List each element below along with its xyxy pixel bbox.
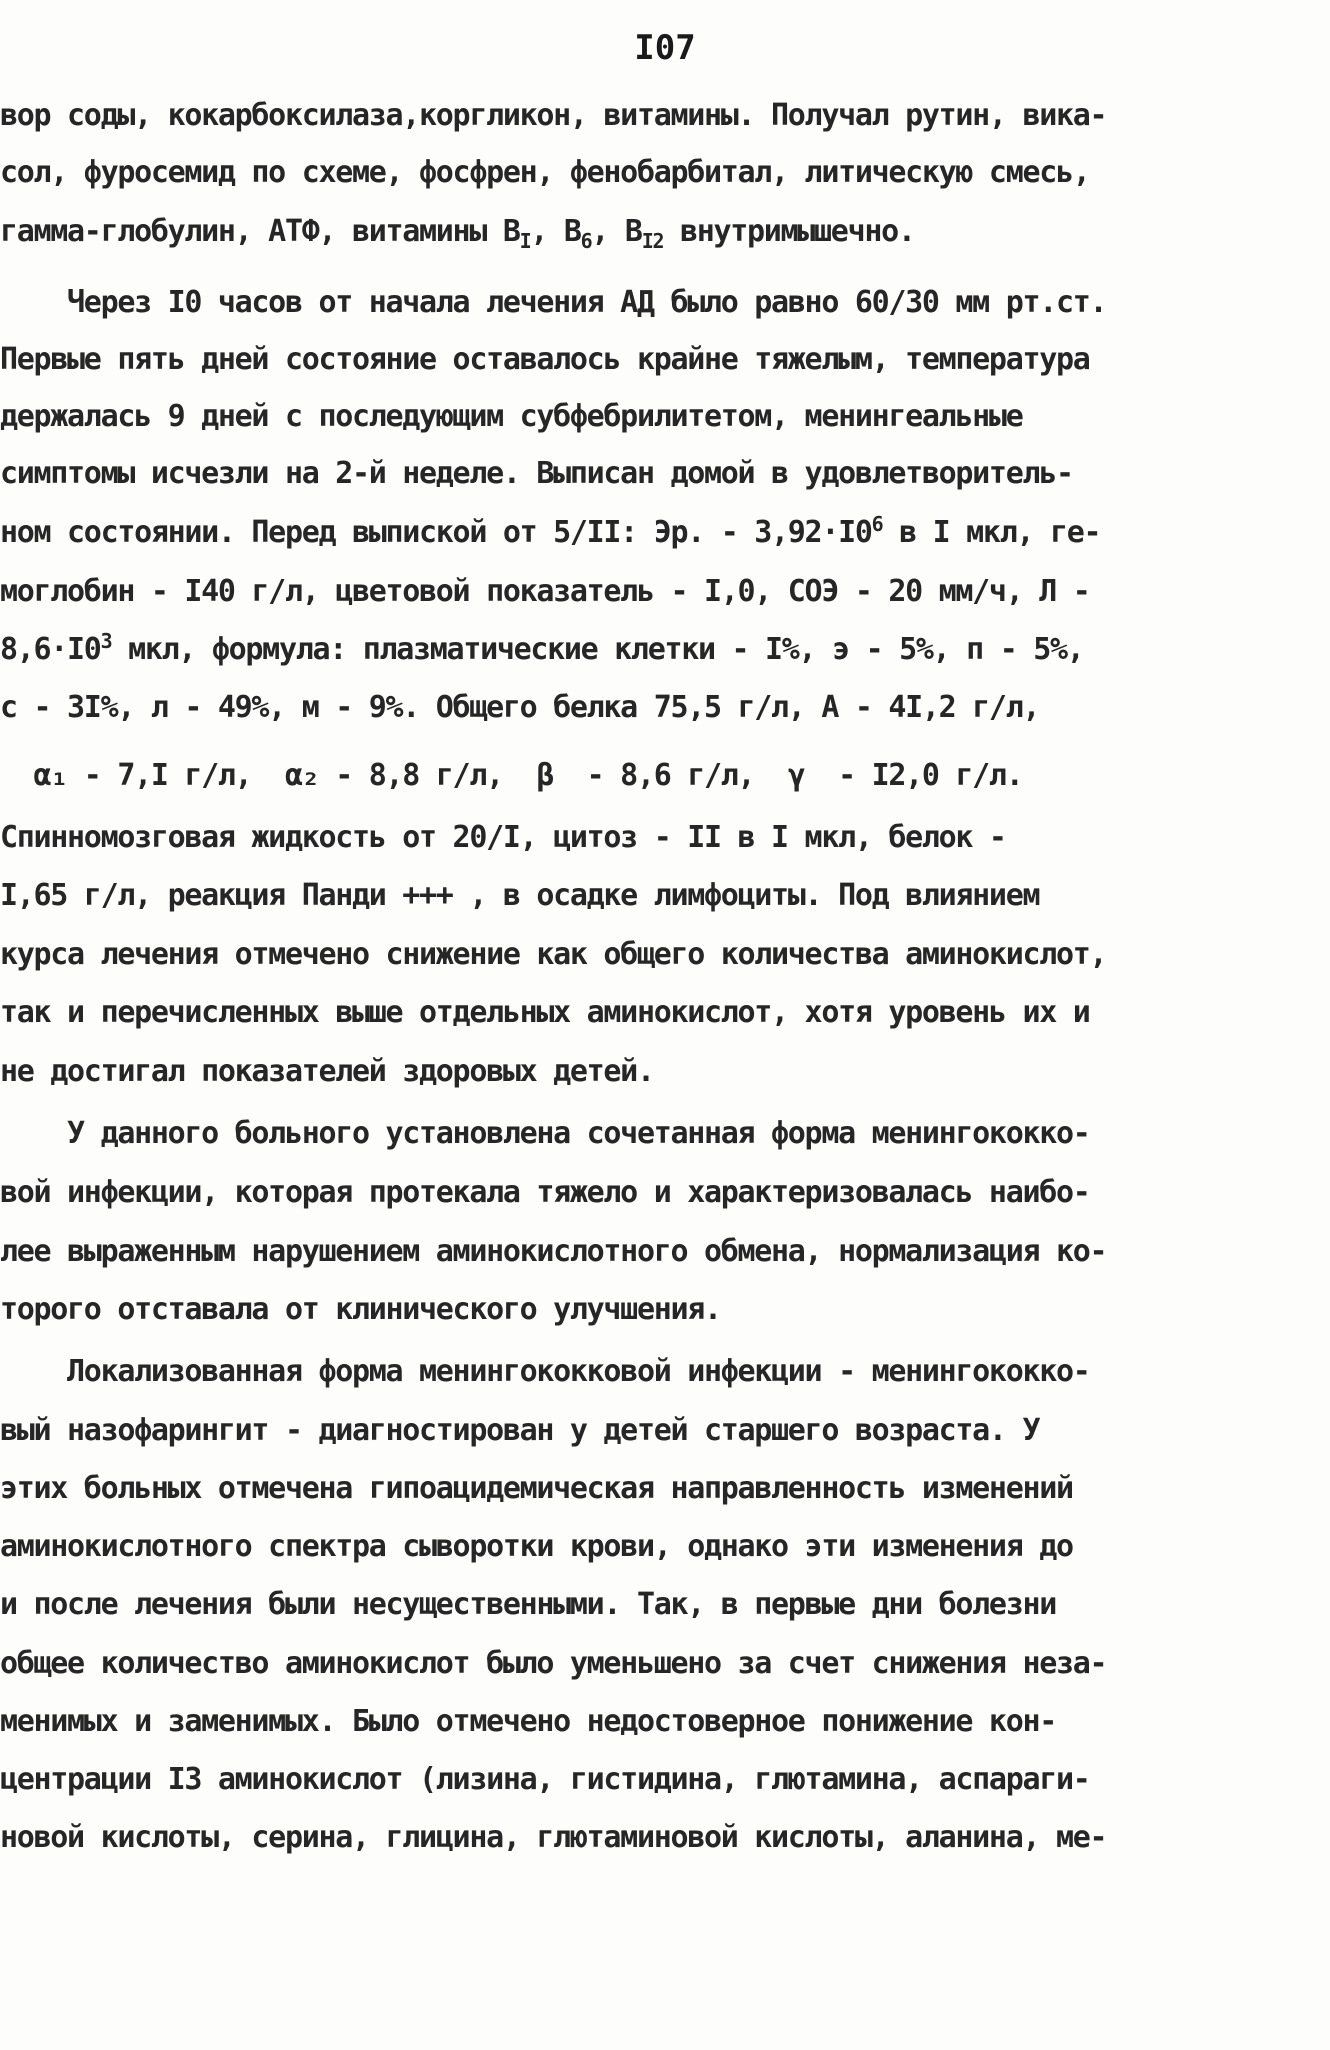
page-number: I07	[634, 28, 696, 68]
text-line: держалась 9 дней с последующим субфебрилитетом, менингеальные	[0, 399, 1023, 434]
text-line: вой инфекции, которая протекала тяжело и характеризовалась наибо-	[0, 1175, 1090, 1210]
text-line: Первые пять дней состояние оставалось крайне тяжелым, температура	[0, 342, 1090, 377]
text-line: $8,6\cdot I0^3$ мкл, формула: плазматические клетки - I%, э - 5%, п - 5%,	[0, 629, 1084, 667]
text-line: новой кислоты, серина, глицина, глютаминовой кислоты, аланина, ме-	[0, 1820, 1107, 1855]
text-line: гамма-глобулин, АТФ, витамины $B_I$, $B_6$, $B_{I2}$ внутримышечно.	[0, 214, 915, 253]
text-line: У данного больного установлена сочетанная форма менингококко-	[0, 1116, 1090, 1151]
text-line: с - 3I%, л - 49%, м - 9%. Общего белка 75,5 г/л, А - 4I,2 г/л,	[0, 690, 1040, 725]
text-line: этих больных отмечена гипоацидемическая направленность изменений	[0, 1471, 1073, 1506]
text-line: торого отставала от клинического улучшения.	[0, 1292, 721, 1327]
text-line: симптомы исчезли на 2-й неделе. Выписан домой в удовлетворитель-	[0, 456, 1073, 491]
text-line: так и перечисленных выше отдельных аминокислот, хотя уровень их и	[0, 995, 1090, 1030]
text-line: лее выраженным нарушением аминокислотного обмена, нормализация ко-	[0, 1234, 1107, 1269]
text-line: аминокислотного спектра сыворотки крови, однако эти изменения до	[0, 1529, 1073, 1564]
text-line: вор соды, кокарбоксилаза,коргликон, витамины. Получал рутин, вика-	[0, 98, 1107, 133]
text-line: менимых и заменимых. Было отмечено недостоверное понижение кон-	[0, 1704, 1056, 1739]
text-line: курса лечения отмечено снижение как общего количества аминокислот,	[0, 937, 1107, 972]
text-line: общее количество аминокислот было уменьшено за счет снижения неза-	[0, 1646, 1107, 1681]
text-line: вый назофарингит - диагностирован у детей старшего возраста. У	[0, 1413, 1040, 1448]
text-line: сол, фуросемид по схеме, фосфрен, фенобарбитал, литическую смесь,	[0, 155, 1090, 190]
text-line: Спинномозговая жидкость от 20/I, цитоз - II в I мкл, белок -	[0, 820, 1006, 855]
text-line: моглобин - I40 г/л, цветовой показатель - I,0, СОЭ - 20 мм/ч, Л -	[0, 574, 1090, 609]
text-line: I,65 г/л, реакция Панди +++ , в осадке лимфоциты. Под влиянием	[0, 878, 1040, 913]
text-line: α₁ - 7,I г/л, α₂ - 8,8 г/л, β - 8,6 г/л, γ - I2,0 г/л.	[0, 758, 1023, 793]
text-line: ном состоянии. Перед выпиской от 5/II: Эр. - $3,92\cdot I0^6$ в I мкл, ге-	[0, 512, 1101, 550]
text-line: и после лечения были несущественными. Так, в первые дни болезни	[0, 1587, 1056, 1622]
text-line: Локализованная форма менингококковой инфекции - менингококко-	[0, 1354, 1090, 1389]
text-line: не достигал показателей здоровых детей.	[0, 1054, 654, 1089]
text-line: Через I0 часов от начала лечения АД было равно 60/30 мм рт.ст.	[0, 285, 1107, 320]
text-line: центрации I3 аминокислот (лизина, гистидина, глютамина, аспараги-	[0, 1762, 1090, 1797]
